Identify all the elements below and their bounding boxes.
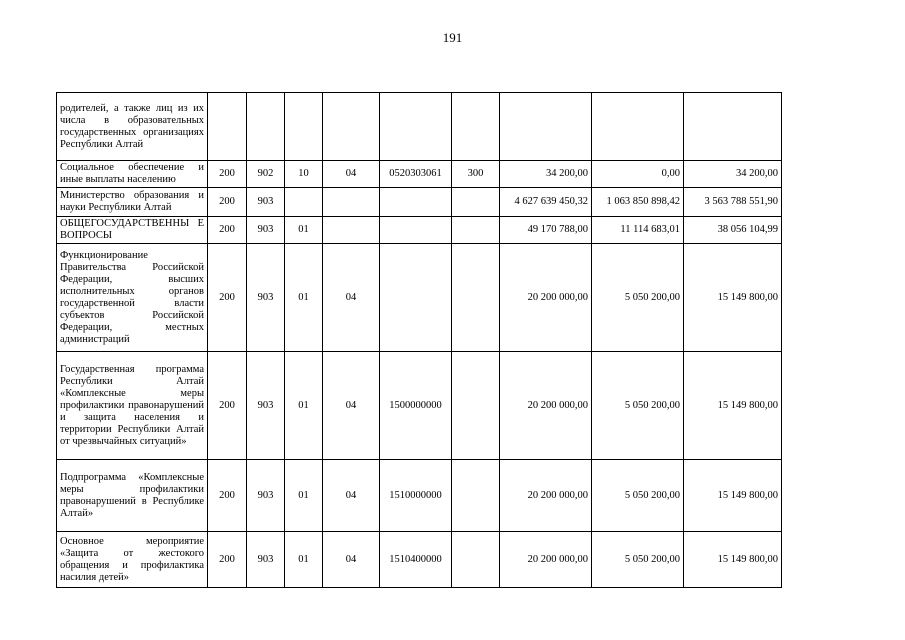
section-code-cell: 01: [285, 352, 323, 460]
page-number: 191: [442, 30, 463, 45]
ministry-code-cell: 903: [247, 352, 285, 460]
section-code-cell: [285, 188, 323, 217]
ministry-code-cell: 902: [247, 161, 285, 188]
amount-plan-cell: 20 200 000,00: [500, 352, 592, 460]
table-row: [57, 460, 782, 532]
amount-executed-cell: 5 050 200,00: [592, 532, 684, 588]
amount-executed-cell: 0,00: [592, 161, 684, 188]
amount-plan-cell: 49 170 788,00: [500, 217, 592, 244]
admin-code-cell: 200: [208, 161, 247, 188]
table-row: [57, 161, 782, 188]
target-article-cell: 1510000000: [380, 460, 452, 532]
admin-code-cell: 200: [208, 532, 247, 588]
subsection-code-cell: [323, 188, 380, 217]
row-name-cell: родителей, а также лиц из их числа в образовательных государственных организациях Республики Алтай: [57, 93, 208, 161]
admin-code-cell: 200: [208, 244, 247, 352]
amount-executed-cell: [592, 93, 684, 161]
table-row: [57, 532, 782, 588]
subsection-code-cell: 04: [323, 532, 380, 588]
expense-type-cell: [452, 352, 500, 460]
target-article-cell: 1500000000: [380, 352, 452, 460]
subsection-code-cell: 04: [323, 352, 380, 460]
amount-executed-cell: 5 050 200,00: [592, 460, 684, 532]
target-article-cell: 1510400000: [380, 532, 452, 588]
row-name-cell: Социальное обеспечение и иные выплаты населению: [57, 161, 208, 188]
admin-code-cell: 200: [208, 460, 247, 532]
ministry-code-cell: 903: [247, 188, 285, 217]
admin-code-cell: 200: [208, 217, 247, 244]
expense-type-cell: [452, 244, 500, 352]
expense-type-cell: [452, 460, 500, 532]
section-code-cell: 10: [285, 161, 323, 188]
ministry-code-cell: [247, 93, 285, 161]
target-article-cell: [380, 217, 452, 244]
amount-remaining-cell: 38 056 104,99: [684, 217, 782, 244]
target-article-cell: [380, 93, 452, 161]
admin-code-cell: [208, 93, 247, 161]
section-code-cell: 01: [285, 217, 323, 244]
target-article-cell: [380, 188, 452, 217]
amount-plan-cell: 20 200 000,00: [500, 532, 592, 588]
row-name-cell: Министерство образования и науки Республики Алтай: [57, 188, 208, 217]
subsection-code-cell: 04: [323, 460, 380, 532]
row-name-cell: Государственная программа Республики Алтай «Комплексные меры профилактики правонарушений и защита населения и территории Республики Алтай от чрезвычайных ситуаций»: [57, 352, 208, 460]
row-name-cell: Основное мероприятие «Защита от жестокого обращения и профилактика насилия детей»: [57, 532, 208, 588]
amount-executed-cell: 1 063 850 898,42: [592, 188, 684, 217]
table-row: [57, 93, 782, 161]
subsection-code-cell: [323, 217, 380, 244]
expense-type-cell: 300: [452, 161, 500, 188]
table-row: [57, 244, 782, 352]
subsection-code-cell: 04: [323, 161, 380, 188]
target-article-cell: 0520303061: [380, 161, 452, 188]
section-code-cell: 01: [285, 244, 323, 352]
amount-plan-cell: 20 200 000,00: [500, 244, 592, 352]
expense-type-cell: [452, 93, 500, 161]
target-article-cell: [380, 244, 452, 352]
amount-remaining-cell: 3 563 788 551,90: [684, 188, 782, 217]
amount-remaining-cell: 34 200,00: [684, 161, 782, 188]
amount-plan-cell: 20 200 000,00: [500, 460, 592, 532]
amount-executed-cell: 5 050 200,00: [592, 244, 684, 352]
ministry-code-cell: 903: [247, 244, 285, 352]
expense-type-cell: [452, 217, 500, 244]
budget-table: [56, 92, 782, 588]
admin-code-cell: 200: [208, 352, 247, 460]
table-row: [57, 217, 782, 244]
ministry-code-cell: 903: [247, 460, 285, 532]
amount-remaining-cell: 15 149 800,00: [684, 352, 782, 460]
ministry-code-cell: 903: [247, 532, 285, 588]
section-code-cell: 01: [285, 532, 323, 588]
amount-plan-cell: [500, 93, 592, 161]
expense-type-cell: [452, 532, 500, 588]
table-row: [57, 188, 782, 217]
amount-remaining-cell: [684, 93, 782, 161]
amount-remaining-cell: 15 149 800,00: [684, 244, 782, 352]
row-name-cell: ОБЩЕГОСУДАРСТВЕННЫ Е ВОПРОСЫ: [57, 217, 208, 244]
admin-code-cell: 200: [208, 188, 247, 217]
ministry-code-cell: 903: [247, 217, 285, 244]
row-name-cell: Подпрограмма «Комплексные меры профилактики правонарушений в Республике Алтай»: [57, 460, 208, 532]
amount-plan-cell: 4 627 639 450,32: [500, 188, 592, 217]
amount-remaining-cell: 15 149 800,00: [684, 532, 782, 588]
row-name-cell: Функционирование Правительства Российской Федерации, высших исполнительных органов государственной власти субъектов Российской Федерации, местных администраций: [57, 244, 208, 352]
amount-plan-cell: 34 200,00: [500, 161, 592, 188]
expense-type-cell: [452, 188, 500, 217]
subsection-code-cell: 04: [323, 244, 380, 352]
section-code-cell: [285, 93, 323, 161]
amount-remaining-cell: 15 149 800,00: [684, 460, 782, 532]
subsection-code-cell: [323, 93, 380, 161]
amount-executed-cell: 5 050 200,00: [592, 352, 684, 460]
section-code-cell: 01: [285, 460, 323, 532]
amount-executed-cell: 11 114 683,01: [592, 217, 684, 244]
table-row: [57, 352, 782, 460]
